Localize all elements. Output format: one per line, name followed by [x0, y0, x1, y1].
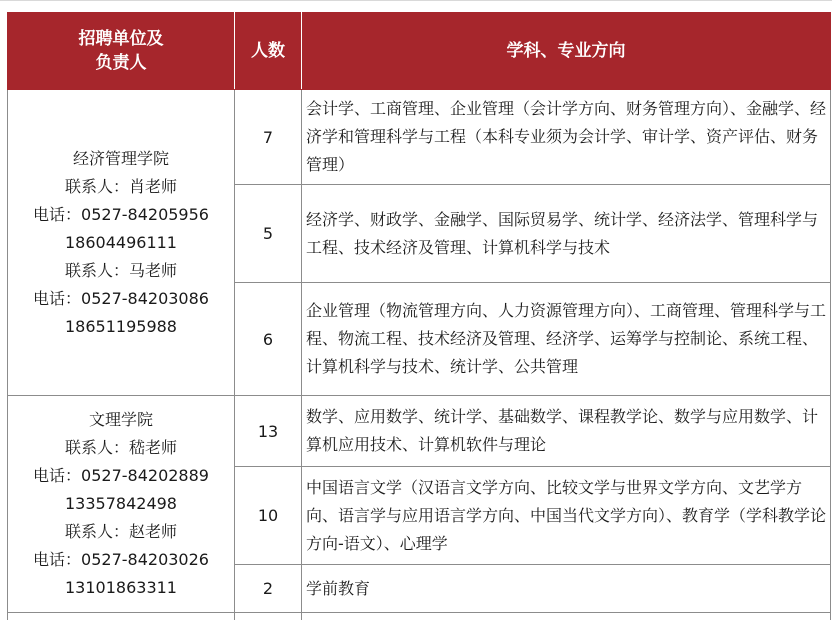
contact-name: 联系人：马老师	[64, 260, 177, 280]
count-cell: 7	[235, 90, 302, 185]
table-row	[8, 396, 831, 467]
contact-phone: 电话：0527-84203026	[33, 550, 209, 569]
header-unit	[8, 13, 235, 90]
major-cell: 会计学、工商管理、企业管理（会计学方向、财务管理方向）、金融学、经济学和管理科学与工程（本科专业须为会计学、审计学、资产评估、财务管理）	[302, 90, 831, 185]
unit-name: 文理学院	[88, 410, 153, 429]
major-cell: 经济学、财政学、金融学、国际贸易学、统计学、经济法学、管理科学与工程、技术经济及管理、计算机科学与技术	[302, 185, 831, 283]
header-major: 学科、专业方向	[302, 13, 831, 90]
header-count: 人数	[235, 13, 302, 90]
unit-name: 经济管理学院	[72, 148, 169, 168]
major-cell: 中国语言文学（汉语言文学方向、比较文学与世界文学方向、文艺学方向、语言学与应用语言学方向、中国当代文学方向）、教育学（学科教学论方向-语文）、心理学	[302, 467, 831, 565]
contact-mobile: 13357842498	[65, 494, 177, 513]
contact-name: 联系人：嵇老师	[64, 438, 177, 457]
count-cell: 6	[235, 283, 302, 396]
contact-name: 联系人：肖老师	[64, 176, 177, 196]
header-unit-line1: 招聘单位及	[78, 29, 164, 49]
contact-mobile: 18651195988	[65, 316, 177, 336]
major-cell: 企业管理（物流管理方向、人力资源管理方向）、工商管理、管理科学与工程、物流工程、技术经济及管理、经济学、运筹学与控制论、系统工程、计算机科学与技术、统计学、公共管理	[302, 283, 831, 396]
count-cell: 10	[235, 467, 302, 565]
table-row-partial	[8, 613, 831, 620]
major-cell: 学前教育	[302, 565, 831, 613]
count-cell: 5	[235, 185, 302, 283]
unit-cell-economics	[8, 90, 235, 396]
recruitment-table	[7, 12, 831, 620]
contact-mobile: 18604496111	[65, 232, 177, 252]
count-cell: 2	[235, 565, 302, 613]
contact-phone: 电话：0527-84202889	[33, 466, 209, 485]
contact-name: 联系人：赵老师	[64, 522, 177, 541]
major-cell: 数学、应用数学、统计学、基础数学、课程教学论、数学与应用数学、计算机应用技术、计算机软件与理论	[302, 396, 831, 467]
table-header-row	[8, 13, 831, 90]
count-cell-partial	[235, 613, 302, 620]
table-row	[8, 90, 831, 185]
top-divider	[0, 0, 832, 7]
header-unit-line2: 负责人	[95, 53, 147, 73]
unit-cell-partial	[8, 613, 235, 620]
contact-phone: 电话：0527-84205956	[33, 204, 209, 224]
unit-cell-liberal-arts	[8, 396, 235, 613]
contact-phone: 电话：0527-84203086	[33, 288, 209, 308]
contact-mobile: 13101863311	[65, 578, 177, 597]
count-cell: 13	[235, 396, 302, 467]
major-cell-partial	[302, 613, 831, 620]
